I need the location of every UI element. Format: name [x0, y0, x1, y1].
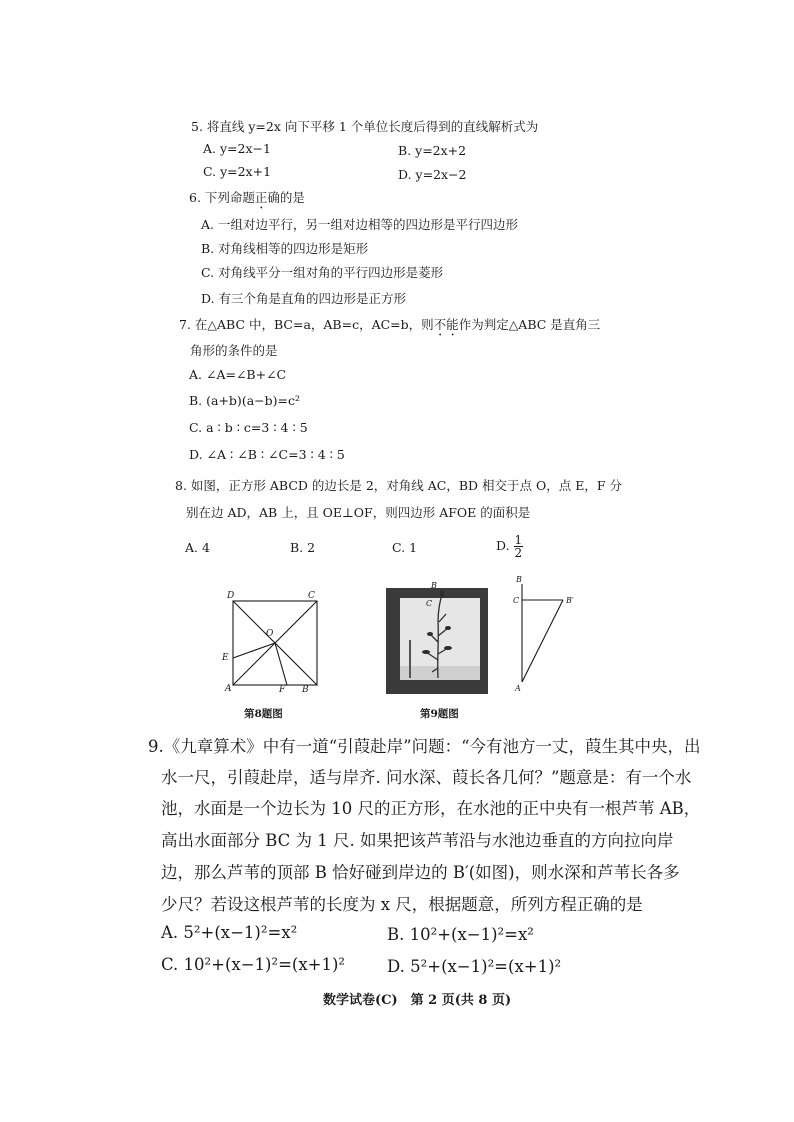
- fraction-one-half: $\frac{1}{2}$: [514, 533, 523, 560]
- q9-stem-line1: 9.《九章算术》中有一道“引葭赴岸”问题：“今有池方一丈，葭生其中央，出: [148, 737, 701, 756]
- q7-stem-line2: 角形的条件的是: [190, 343, 278, 358]
- q9-stem-line2: 水一尺，引葭赴岸，适与岸齐. 问水深、葭长各几何？”题意是：有一个水: [161, 768, 692, 787]
- q5-option-d: D. y=2x−2: [398, 167, 467, 182]
- q5-stem: 5. 将直线 y=2x 向下平移 1 个单位长度后得到的直线解析式为: [191, 119, 539, 134]
- fig8-label-o: O: [266, 629, 274, 639]
- q5-option-a: A. y=2x−1: [203, 141, 271, 156]
- fig8-label-f: F: [279, 685, 286, 694]
- figure-9-pond-photo: [386, 580, 492, 694]
- q8-option-d: D. $\frac{1}{2}$: [496, 533, 523, 560]
- figure-8-caption: 第8题图: [244, 708, 283, 720]
- q7-stem-line1: 7. 在△ABC 中，BC=a，AB=c，AC=b，则不能作为判定△ABC 是直角三: [179, 317, 601, 332]
- photo-pond-base: [400, 666, 480, 680]
- fig9-photo-label-b: B: [431, 581, 437, 590]
- fig8-label-a: A: [225, 684, 232, 694]
- q8-option-c: C. 1: [392, 540, 418, 555]
- q8-option-b: B. 2: [290, 540, 316, 555]
- reed-ab-prime: [522, 600, 563, 682]
- q9-stem-line4: 高出水面部分 BC 为 1 尺. 如果把该芦苇沿与水池边垂直的方向拉向岸: [161, 831, 674, 850]
- q9-stem-line3: 池，水面是一个边长为 10 尺的正方形，在水池的正中央有一根芦苇 AB，: [161, 799, 701, 818]
- figure-9-triangle: [512, 574, 586, 694]
- q6-option-a: A. 一组对边平行，另一组对边相等的四边形是平行四边形: [201, 217, 518, 232]
- page-footer: 数学试卷(C) 第 2 页(共 8 页): [323, 993, 512, 1008]
- q9-stem-line6: 少尺？若设这根芦苇的长度为 x 尺，根据题意，所列方程正确的是: [161, 895, 643, 914]
- q6-stem: 6. 下列命题正确的是: [189, 190, 305, 205]
- q9-option-d: D. 5²+(x−1)²=(x+1)²: [387, 957, 562, 976]
- q7-option-c: C. a ∶ b ∶ c=3 ∶ 4 ∶ 5: [189, 420, 308, 435]
- segment-oe: [233, 643, 275, 658]
- q6-option-d: D. 有三个角是直角的四边形是正方形: [201, 291, 407, 306]
- q7-option-d: D. ∠A ∶ ∠B ∶ ∠C=3 ∶ 4 ∶ 5: [189, 447, 345, 462]
- q8-stem-line1: 8. 如图，正方形 ABCD 的边长是 2，对角线 AC，BD 相交于点 O，点 E，F 分: [175, 478, 623, 493]
- q8-stem-line2: 别在边 AD，AB 上，且 OE⊥OF，则四边形 AFOE 的面积是: [186, 505, 531, 520]
- fig8-label-c: C: [308, 591, 315, 601]
- q7-option-a: A. ∠A=∠B+∠C: [189, 367, 287, 382]
- fig8-label-d: D: [227, 591, 235, 601]
- q6-option-c: C. 对角线平分一组对角的平行四边形是菱形: [201, 265, 444, 280]
- fig8-label-e: E: [222, 653, 229, 663]
- q5-option-b: B. y=2x+2: [398, 143, 467, 158]
- q8-option-a: A. 4: [185, 540, 210, 555]
- q9-option-b: B. 10²+(x−1)²=x²: [387, 925, 534, 944]
- figure-8-square: [222, 588, 326, 694]
- q9-option-a: A. 5²+(x−1)²=x²: [161, 923, 298, 942]
- fig9-photo-label-c: C: [426, 599, 433, 608]
- q7-option-b: B. (a+b)(a−b)=c²: [189, 393, 300, 408]
- fig9-tri-label-c: C: [513, 596, 520, 605]
- q5-option-c: C. y=2x+1: [203, 164, 272, 179]
- fig8-label-b: B: [302, 685, 309, 694]
- fig9-tri-label-b: B: [516, 575, 522, 584]
- q9-option-c: C. 10²+(x−1)²=(x+1)²: [161, 955, 346, 974]
- q6-option-b: B. 对角线相等的四边形是矩形: [201, 241, 369, 256]
- figure-9-caption: 第9题图: [420, 708, 459, 720]
- q9-stem-line5: 边，那么芦苇的顶部 B 恰好碰到岸边的 B′(如图)，则水深和芦苇长各多: [161, 863, 680, 882]
- fig9-tri-label-a: A: [515, 684, 521, 693]
- fig9-tri-label-b-prime: B′: [566, 596, 574, 605]
